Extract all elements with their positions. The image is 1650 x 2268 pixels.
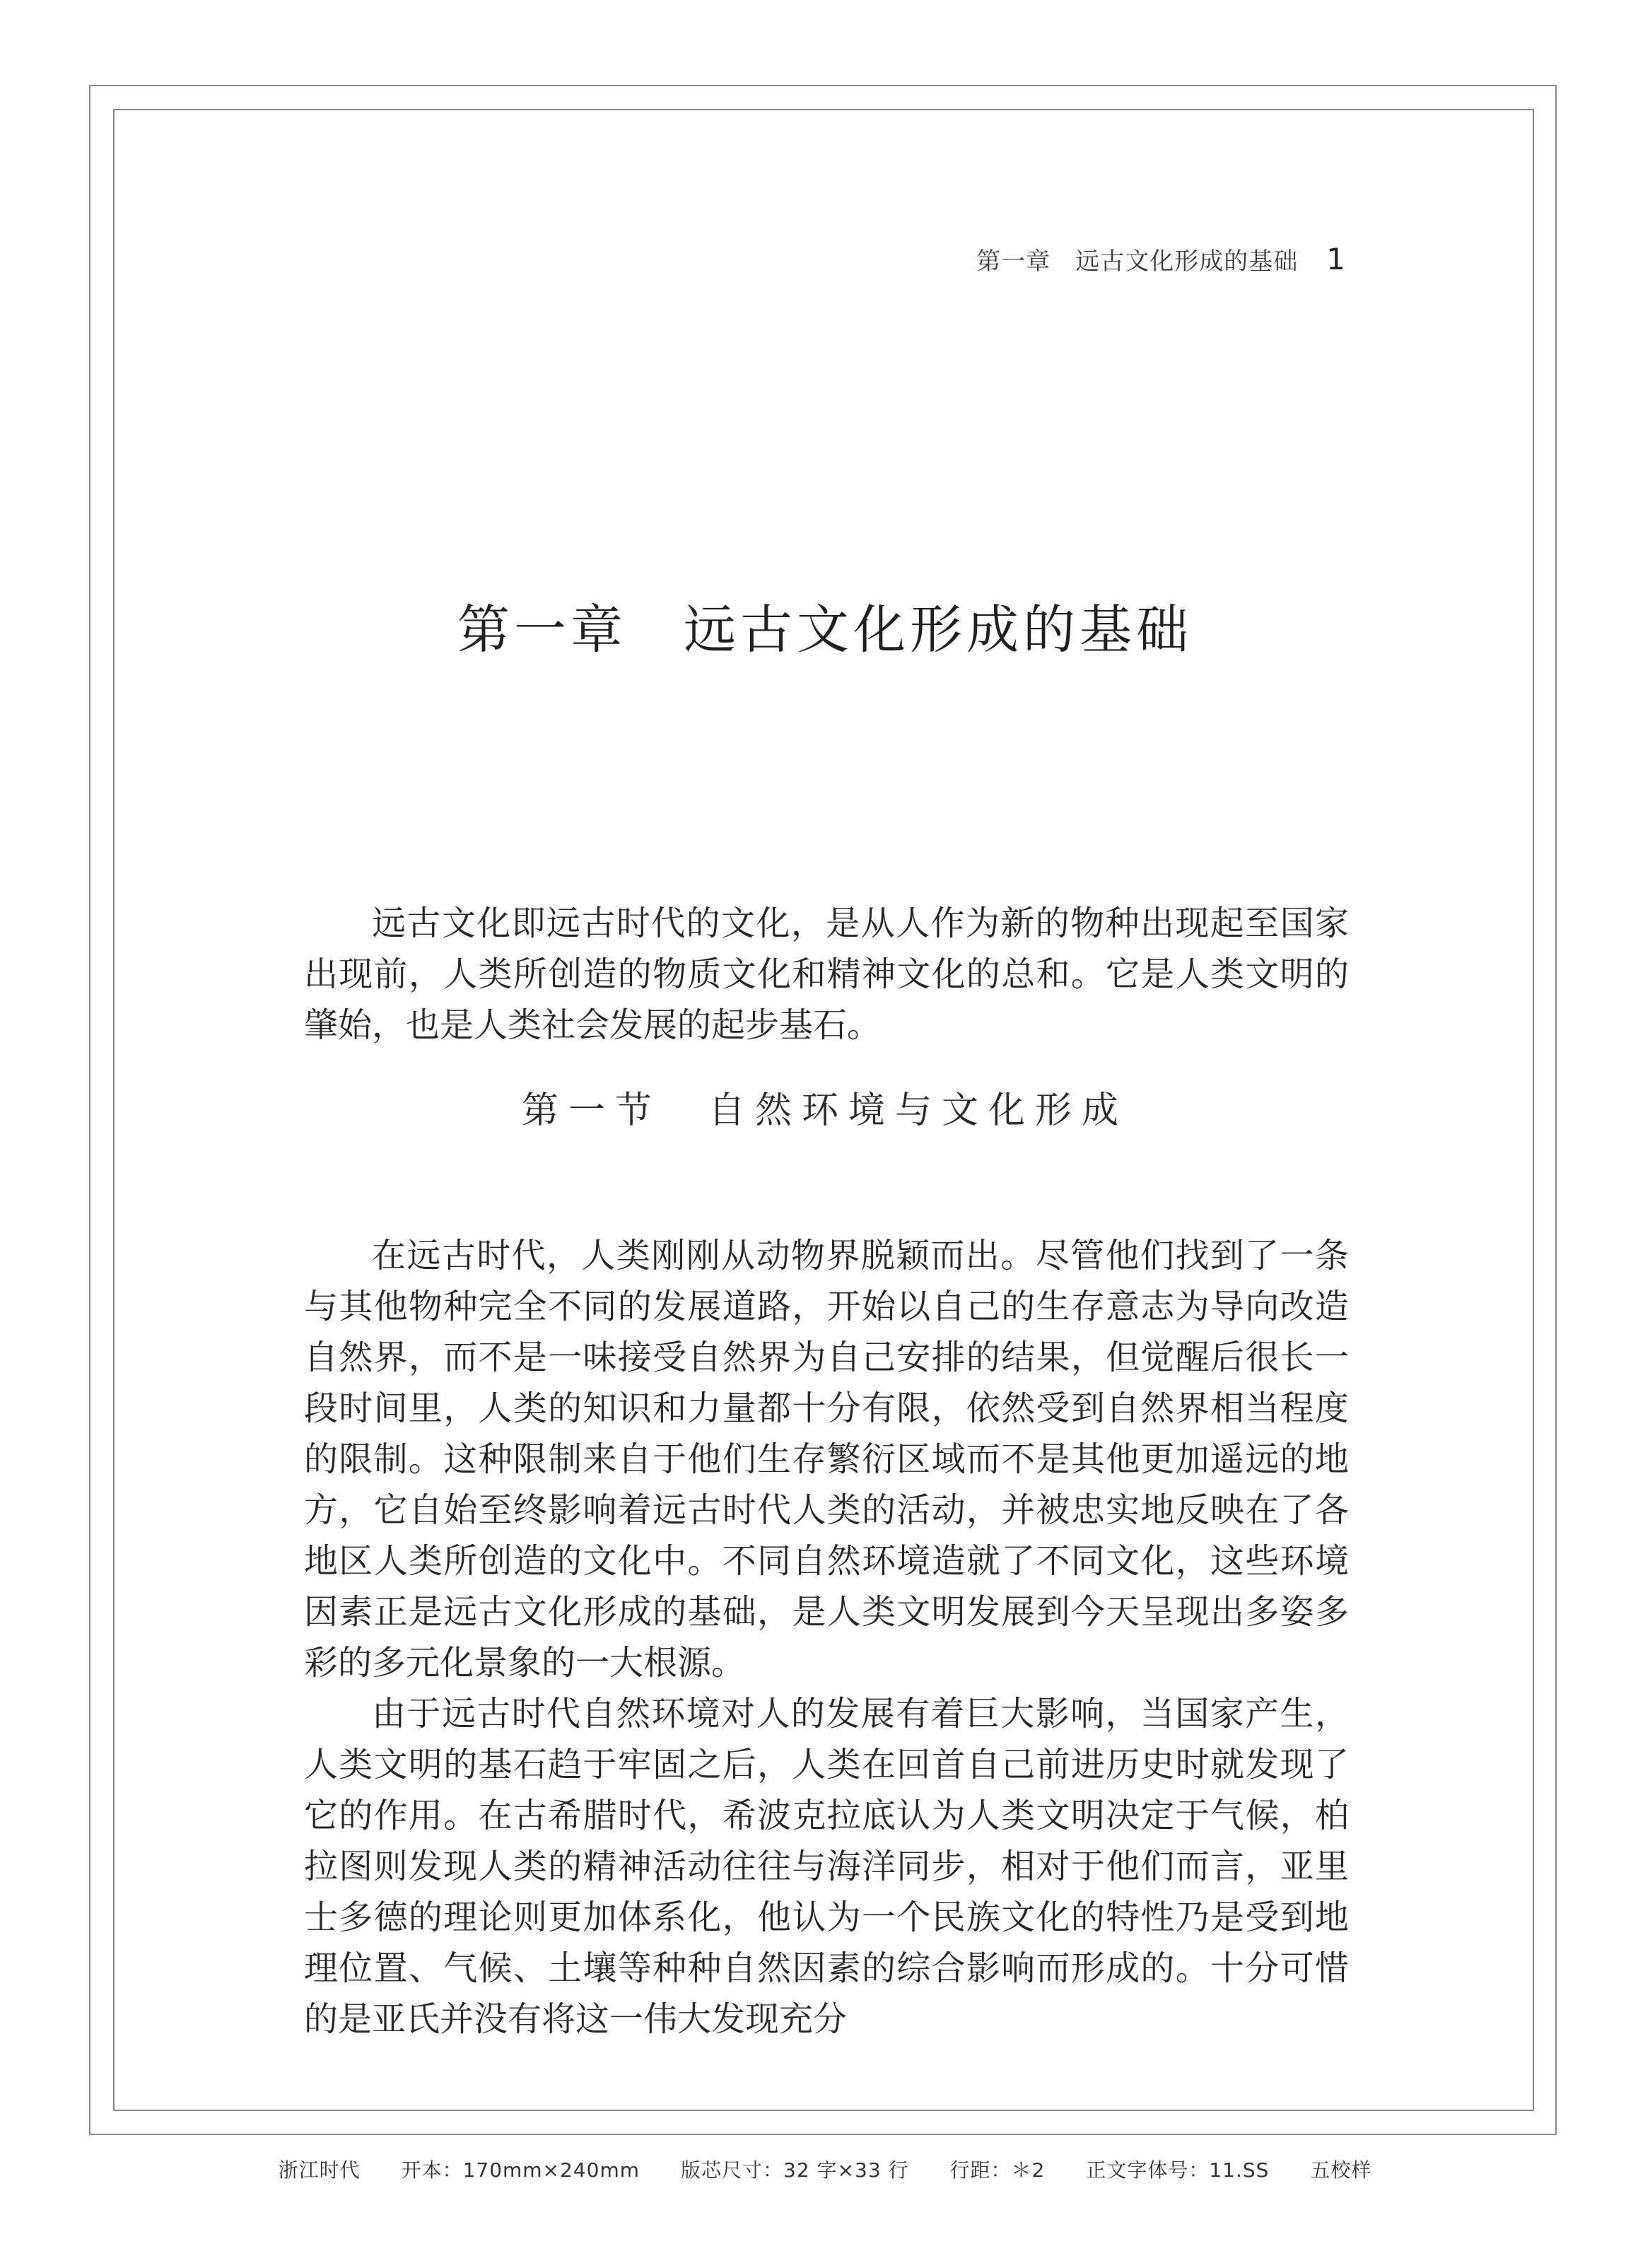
running-header: [976, 242, 1346, 276]
body-paragraph-1: 在远古时代，人类刚刚从动物界脱颖而出。尽管他们找到了一条与其他物种完全不同的发展道路，开始以自己的生存意志为导向改造自然界，而不是一味接受自然界为自己安排的结果，但觉醒后很长一段时间里，人类的知识和力量都十分有限，依然受到自然界相当程度的限制。这种限制来自于他们生存繁衍区域而不是其他更加遥远的地方，它自始至终影响着远古时代人类的活动，并被忠实地反映在了各地区人类所创造的文化中。不同自然环境造就了不同文化，这些环境因素正是远古文化形成的基础，是人类文明发展到今天呈现出多姿多彩的多元化景象的一大根源。: [304, 1236, 1349, 1683]
body-text: [304, 1230, 1349, 2045]
page-number: 1: [1326, 242, 1346, 276]
chapter-title: 第一章 远古文化形成的基础: [457, 600, 1193, 660]
body-paragraph-2: 由于远古时代自然环境对人的发展有着巨大影响，当国家产生，人类文明的基石趋于牢固之后，人类在回首自己前进历史时就发现了它的作用。在古希腊时代，希波克拉底认为人类文明决定于气候，柏拉图则发现人类的精神活动往往与海洋同步，相对于他们而言，亚里士多德的理论则更加体系化，他认为一个民族文化的特性乃是受到地理位置、气候、土壤等种种自然因素的综合影响而形成的。十分可惜的是亚氏并没有将这一伟大发现充分: [304, 1694, 1349, 2039]
running-header-title: 第一章 远古文化形成的基础: [976, 247, 1299, 276]
print-spec-footer: 浙江时代 开本：170mm×240mm 版芯尺寸：32 字×33 行 行距：＊2 正文字体号：11.SS 五校样: [278, 2158, 1372, 2182]
intro-text: [304, 898, 1349, 1051]
intro-paragraph: 远古文化即远古时代的文化，是从人作为新的物种出现起至国家出现前，人类所创造的物质文化和精神文化的总和。它是人类文明的肇始，也是人类社会发展的起步基石。: [304, 904, 1349, 1045]
section-title: 第一节 自然环境与文化形成: [521, 1089, 1128, 1132]
